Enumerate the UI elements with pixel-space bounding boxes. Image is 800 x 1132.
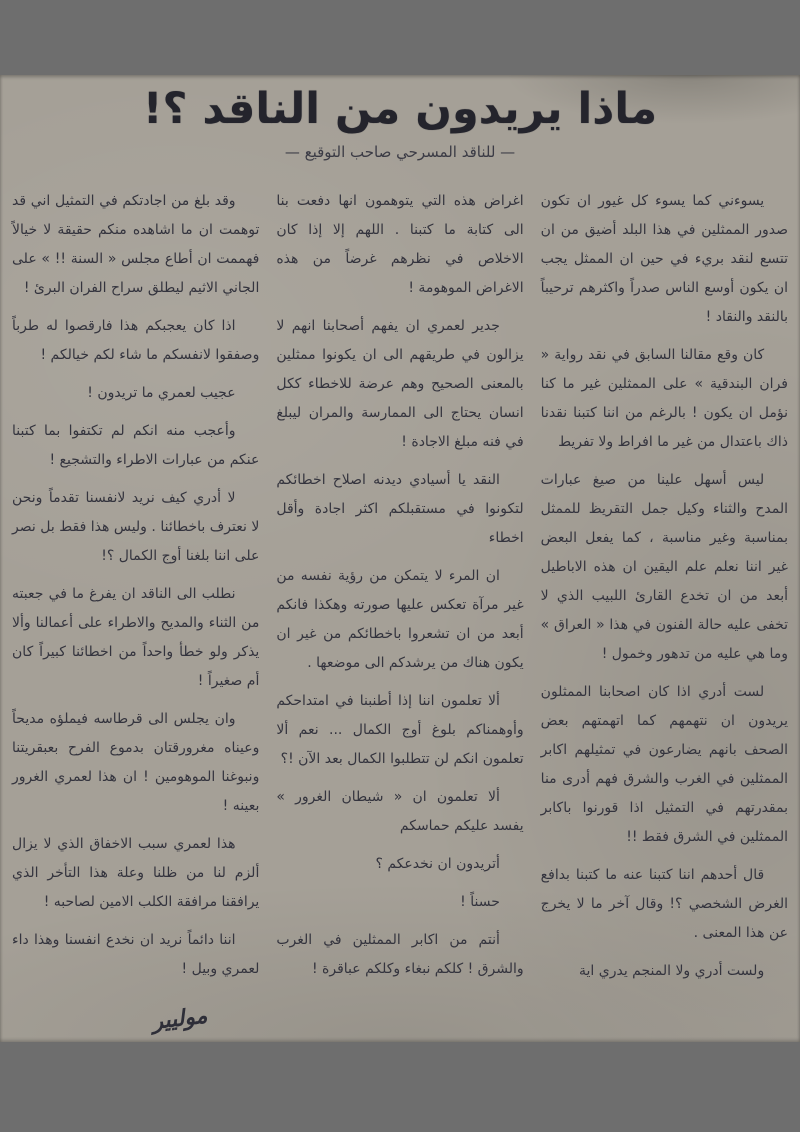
paragraph: قال أحدهم اننا كتبنا عنه ما كتبنا بدافع الغرض الشخصي ؟! وقال آخر ما لا يخرج عن هذا المعنى . — [540, 867, 788, 941]
paragraph: اغراض هذه التي يتوهمون انها دفعت بنا الى كتابة ما كتبنا . اللهم إلا إذا كان الاخلاص في نظرهم غرضاً من هذه الاغراض الموهومة ! — [276, 193, 524, 296]
article-byline: — للناقد المسرحي صاحب التوقيع — — [284, 143, 516, 161]
paragraph: اننا دائماً نريد ان نخدع انفسنا وهذا داء لعمري وبيل ! — [12, 932, 260, 977]
paragraph: وأعجب منه انكم لم تكتفوا بما كتبنا عنكم من عبارات الاطراء والتشجيع ! — [12, 423, 260, 468]
column-left — [12, 187, 260, 1035]
paragraph: وان يجلس الى قرطاسه فيملؤه مديحاً وعيناه مغرورقتان بدموع الفرح بعبقريتنا ونبوغنا الموهومين ! ان هذا لعمري الغرور بعينه ! — [12, 711, 260, 814]
scan-matte-bottom — [0, 1042, 800, 1132]
paragraph: حسناً ! — [460, 894, 500, 910]
paragraph: لست أدري اذا كان اصحابنا الممثلون يريدون ان نتهمهم كما اتهمتهم بعض الصحف بانهم يضارعون في تمثيلهم اكابر الممثلين في الغرب والشرق فهم أدرى منا بمقدرتهم في التمثيل اذا قورنوا باكابر الممثلين في الشرق فقط !! — [540, 684, 788, 845]
newspaper-clipping — [0, 75, 800, 1042]
article-title: ماذا يريدون من الناقد ؟! — [142, 84, 658, 134]
column-middle — [276, 187, 523, 1017]
scan-matte-top — [0, 0, 800, 75]
column-right — [541, 187, 788, 1017]
paragraph: كان وقع مقالنا السابق في نقد رواية « فران البندقية » على الممثلين غير ما كنا نؤمل ان يكون ! بالرغم من اننا كتبنا نقدنا ذاك باعتدال من غير ما افراط ولا تفريط — [540, 347, 788, 450]
paragraph: وقد بلغ من اجادتكم في التمثيل اني قد توهمت ان ما اشاهده منكم حقيقة لا خيالاً فهممت ان أطاع مجلس « السنة !! » على الجاني الاثيم ليطلق سراح الفران البرئ ! — [12, 193, 260, 296]
paragraph: النقد يا أسيادي ديدنه اصلاح اخطائكم لتكونوا في مستقبلكم اكثر اجادة وأقل اخطاء — [276, 472, 524, 546]
paragraph: ان المرء لا يتمكن من رؤية نفسه من غير مرآة تعكس عليها صورته وهكذا فانكم أبعد من ان تشعروا باخطائكم من غير ان يكون هناك من يرشدكم الى موضعها . — [276, 568, 524, 671]
paragraph: أتريدون ان نخدعكم ؟ — [375, 856, 500, 872]
paragraph: ولست أدري ولا المنجم يدري اية — [579, 963, 765, 979]
author-signature: موليير — [151, 1003, 209, 1035]
paragraph: أنتم من اكابر الممثلين في الغرب والشرق ! كلكم نبغاء وكلكم عباقرة ! — [276, 932, 524, 977]
paragraph: ليس أسهل علينا من صيغ عبارات المدح والثناء وكيل جمل التقريظ للممثل بمناسبة وغير مناسبة ، كما يفعل البعض غير اننا نعلم علم اليقين ان هذه الاباطيل أبعد من ان تخدع القارئ اللبيب الذي لا تخفى عليه حالة الفنون في هذا « العراق » وما هي عليه من تدهور وخمول ! — [540, 472, 788, 662]
paragraph: هذا لعمري سبب الاخفاق الذي لا يزال ألزم لنا من ظلنا وعلة هذا التأخر الذي يرافقنا مرافقة الكلب الامين لصاحبه ! — [12, 836, 260, 910]
paragraph: عجيب لعمري ما تريدون ! — [87, 385, 236, 401]
paragraph: اذا كان يعجبكم هذا فارقصوا له طرباً وصفقوا لانفسكم ما شاء لكم خيالكم ! — [12, 318, 260, 363]
signature-row — [12, 993, 259, 1035]
paragraph: يسوءني كما يسوء كل غيور ان تكون صدور الممثلين في هذا البلد أضيق من ان تتسع لنقد بريء في حين ان الممثل يجب ان يكون أوسع الناس صدراً واكثرهم ترحيباً بالنقد والنقاد ! — [540, 193, 788, 325]
paragraph: جدير لعمري ان يفهم أصحابنا انهم لا يزالون في طريقهم الى ان يكونوا ممثلين بالمعنى الصحيح وهم عرضة للاخطاء ككل انسان يحتاج الى الممارسة والمران ليبلغ في فنه مبلغ الاجادة ! — [276, 318, 524, 450]
paragraph: ألا تعلمون ان « شيطان الغرور » يفسد عليكم حماسكم — [276, 789, 524, 834]
paragraph: لا أدري كيف نريد لانفسنا تقدماً ونحن لا نعترف باخطائنا . وليس هذا فقط بل نصر على اننا بلغنا أوج الكمال ؟! — [12, 490, 260, 564]
paragraph: ألا تعلمون اننا إذا أطنبنا في امتداحكم وأوهمناكم بلوغ أوج الكمال ... نعم ألا تعلمون انكم لن تتطلبوا الكمال بعد الآن !؟ — [276, 693, 524, 767]
article-columns — [0, 163, 800, 1035]
paragraph: نطلب الى الناقد ان يفرغ ما في جعبته من الثناء والمديح والاطراء على أعمالنا وألا يذكر ولو خطأ واحداً من اخطائنا كبيراً كان أم صغيراً ! — [12, 586, 260, 689]
